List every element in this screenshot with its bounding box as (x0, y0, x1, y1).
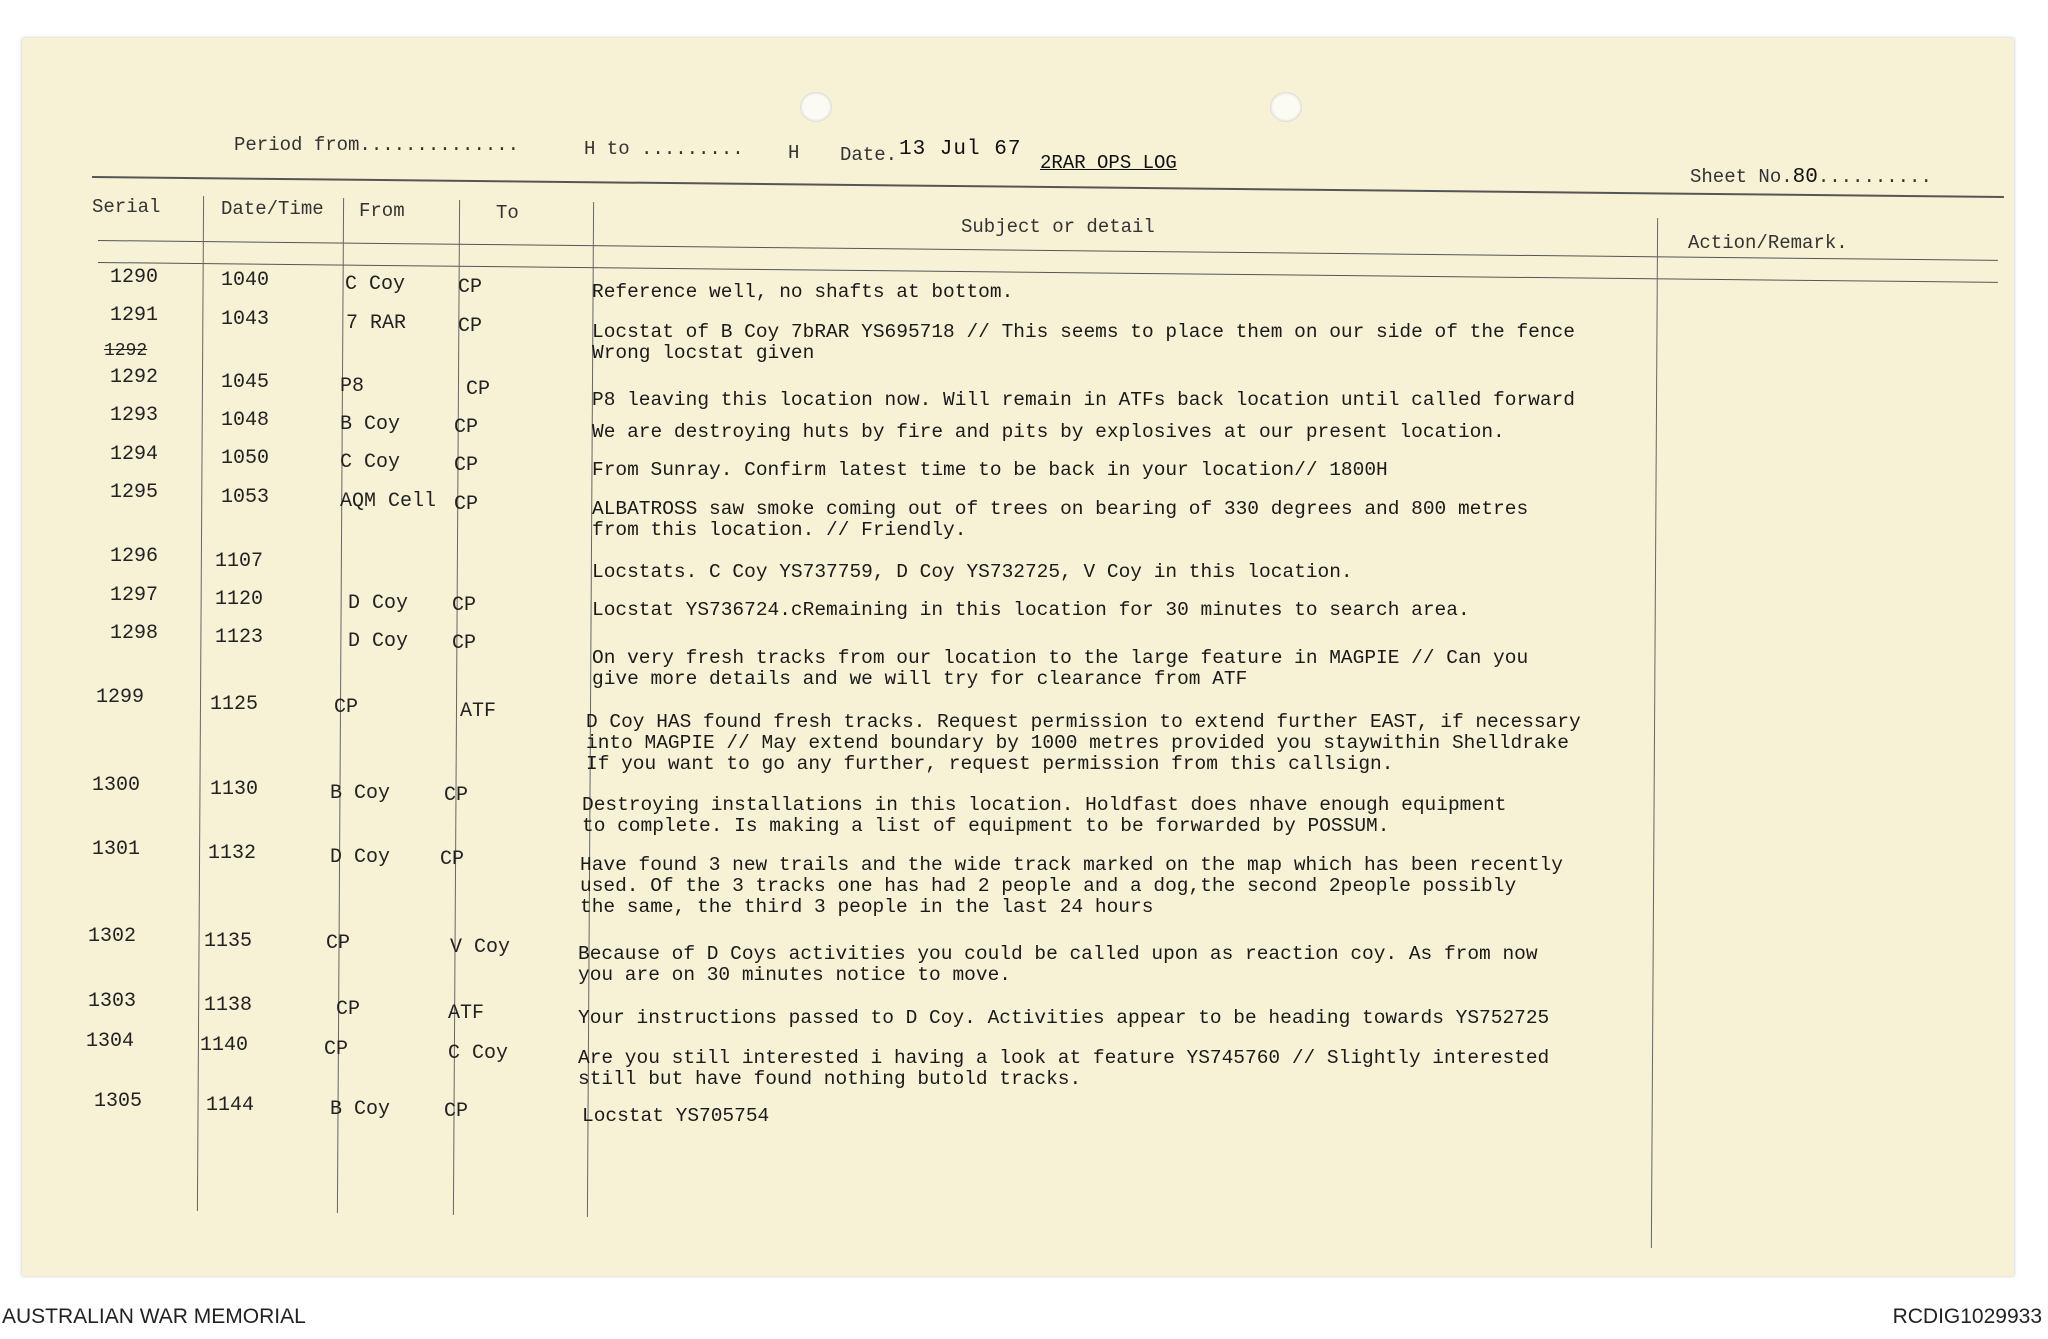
col-header-subject: Subject or detail (961, 216, 1155, 238)
col-header-action: Action/Remark. (1688, 232, 1848, 254)
entry-to: V Coy (450, 936, 511, 959)
entry-from: CP (334, 696, 359, 719)
entry-to: CP (454, 493, 479, 516)
entry-serial: 1301 (92, 838, 141, 861)
entry-serial: 1303 (88, 990, 137, 1013)
entry-to: CP (466, 378, 491, 401)
period-from-label: Period from.............. (234, 134, 520, 156)
struck-serial: 1292 (104, 341, 148, 361)
entry-time: 1120 (215, 588, 264, 611)
entry-time: 1123 (215, 626, 264, 649)
entry-time: 1053 (221, 486, 270, 509)
entry-from: D Coy (330, 846, 391, 869)
entry-detail: Destroying installations in this location. Holdfast does nhave enough equipment to complete. Is making a list of equipment to be forwarded by POSSUM. (582, 794, 1507, 837)
entry-from: C Coy (345, 273, 406, 296)
entry-to: ATF (460, 700, 497, 723)
sheet-no-value: 80 (1792, 166, 1818, 189)
entry-serial: 1300 (92, 774, 141, 797)
footer-record-id: RCDIG1029933 (1892, 1305, 2042, 1328)
entry-from: CP (336, 998, 361, 1021)
entry-time: 1132 (208, 842, 257, 865)
entry-detail: P8 leaving this location now. Will remain in ATFs back location until called forward (592, 389, 1575, 411)
entry-serial: 1299 (96, 686, 145, 709)
entry-detail: Locstat YS705754 (582, 1105, 770, 1127)
entry-time: 1040 (221, 269, 270, 292)
entry-time: 1125 (210, 693, 259, 716)
entry-detail: Reference well, no shafts at bottom. (592, 281, 1014, 303)
punch-hole-right (1270, 92, 1302, 122)
punch-hole-left (800, 92, 832, 122)
entry-detail: We are destroying huts by fire and pits by explosives at our present location. (592, 421, 1505, 443)
entry-time: 1135 (204, 930, 253, 953)
entry-time: 1045 (221, 371, 270, 394)
entry-to: CP (454, 416, 479, 439)
entry-serial: 1290 (110, 266, 159, 289)
footer-archive-name: AUSTRALIAN WAR MEMORIAL (2, 1305, 306, 1328)
entry-from: D Coy (348, 592, 409, 615)
entry-serial: 1297 (110, 584, 159, 607)
col-header-datetime: Date/Time (221, 198, 324, 220)
entry-detail: Are you still interested i having a look at feature YS745760 // Slightly interested still but have found nothing butold tracks. (578, 1047, 1550, 1090)
entry-from: D Coy (348, 630, 409, 653)
entry-to: CP (458, 315, 483, 338)
entry-serial: 1304 (86, 1030, 135, 1053)
entry-serial: 1295 (110, 481, 159, 504)
entry-from: AQM Cell (340, 490, 437, 513)
entry-from: CP (324, 1038, 349, 1061)
col-header-from: From (359, 200, 405, 222)
entry-to: CP (458, 276, 483, 299)
entry-detail: Because of D Coys activities you could be called upon as reaction coy. As from now you are on 30 minutes notice to move. (578, 943, 1538, 986)
entry-serial: 1305 (94, 1090, 143, 1113)
entry-time: 1043 (221, 308, 270, 331)
entry-detail: Your instructions passed to D Coy. Activities appear to be heading towards YS752725 (578, 1007, 1550, 1029)
entry-time: 1138 (204, 994, 253, 1017)
entry-detail: D Coy HAS found fresh tracks. Request permission to extend further EAST, if necessary into MAGPIE // May extend boundary by 1000 metres provided you staywithin Shelldrake If you want to go any further, request permission from this callsign. (586, 711, 1581, 775)
entry-time: 1144 (206, 1094, 255, 1117)
entry-to: C Coy (448, 1042, 509, 1065)
entry-from: B Coy (340, 413, 401, 436)
entry-detail: Have found 3 new trails and the wide track marked on the map which has been recently used. Of the 3 tracks one has had 2 people and a dog,the second 2people possibly the same, the third 3 people in the last 24 hours (580, 854, 1563, 918)
entry-time: 1140 (200, 1034, 249, 1057)
h-label: H (788, 142, 800, 164)
entry-detail: Locstats. C Coy YS737759, D Coy YS732725, V Coy in this location. (592, 561, 1353, 583)
entry-from: B Coy (330, 782, 391, 805)
entry-to: CP (452, 594, 477, 617)
entry-time: 1048 (221, 409, 270, 432)
entry-to: ATF (448, 1002, 485, 1025)
entry-time: 1130 (210, 778, 259, 801)
entry-detail: On very fresh tracks from our location to the large feature in MAGPIE // Can you give more details and we will try for clearance from ATF (592, 647, 1529, 690)
sheet-no-label: Sheet No.80.......... (1690, 166, 1932, 189)
entry-to: CP (454, 454, 479, 477)
entry-from: C Coy (340, 451, 401, 474)
h-to-label: H to ......... (584, 138, 744, 160)
entry-from: 7 RAR (346, 312, 407, 335)
col-header-serial: Serial (92, 196, 161, 218)
entry-time: 1107 (215, 550, 264, 573)
entry-serial: 1298 (110, 622, 159, 645)
entry-detail: Locstat YS736724.cRemaining in this location for 30 minutes to search area. (592, 599, 1470, 621)
entry-detail: Locstat of B Coy 7bRAR YS695718 // This seems to place them on our side of the fence Wrong locstat given (592, 321, 1575, 364)
entry-serial: 1293 (110, 404, 159, 427)
entry-serial: 1292 (110, 366, 159, 389)
log-title: 2RAR OPS LOG (1040, 152, 1177, 174)
entry-from: B Coy (330, 1098, 391, 1121)
entry-from: P8 (340, 375, 365, 398)
entry-to: CP (452, 632, 477, 655)
entry-from: CP (326, 932, 351, 955)
entry-detail: ALBATROSS saw smoke coming out of trees on bearing of 330 degrees and 800 metres from this location. // Friendly. (592, 498, 1529, 541)
entry-serial: 1291 (110, 304, 159, 327)
entry-to: CP (440, 848, 465, 871)
entry-to: CP (444, 1100, 469, 1123)
col-header-to: To (496, 202, 519, 224)
entry-serial: 1294 (110, 443, 159, 466)
entry-to: CP (444, 784, 469, 807)
date-label: Date. (840, 144, 898, 166)
entry-serial: 1296 (110, 545, 159, 568)
entry-detail: From Sunray. Confirm latest time to be back in your location// 1800H (592, 459, 1388, 481)
entry-serial: 1302 (88, 925, 137, 948)
log-date: 13 Jul 67 (899, 138, 1022, 161)
entry-time: 1050 (221, 447, 270, 470)
